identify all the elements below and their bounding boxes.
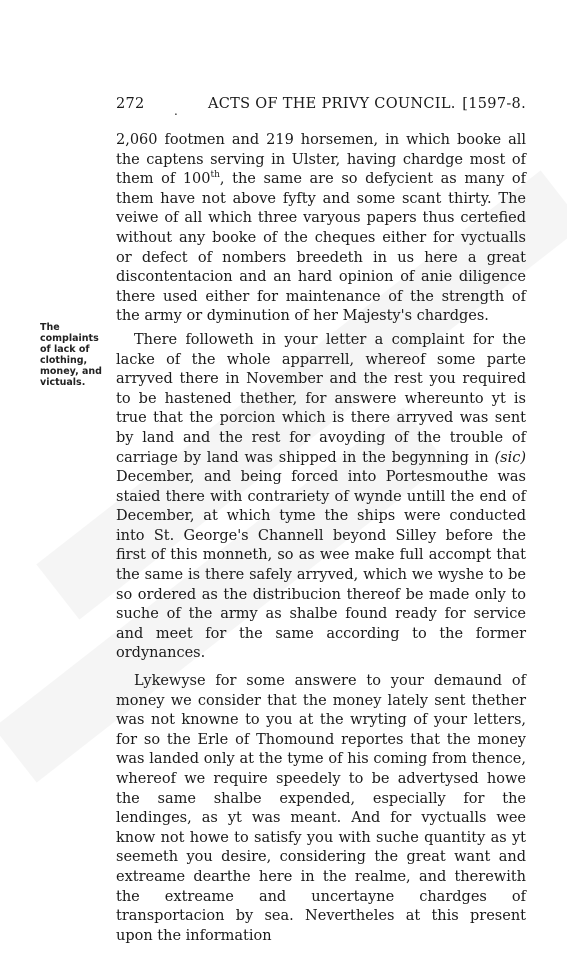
margin-note-line: money, and xyxy=(40,366,102,377)
superscript: th xyxy=(210,170,220,181)
page-number: 272 xyxy=(116,96,145,112)
margin-note-line: complaints xyxy=(40,333,99,344)
body-text xyxy=(116,131,526,946)
margin-note-line: victuals. xyxy=(40,377,86,388)
running-title: ACTS OF THE PRIVY COUNCIL. xyxy=(208,96,456,112)
paragraph-2 xyxy=(116,331,526,664)
margin-note-line: of lack of xyxy=(40,344,90,355)
paragraph-2-text-b: December, and being forced into Portesmouthe was staied there with contrariety of wynde untill the end of December, at which tyme the ships were conducted into St. George's Channell beyond Silley before the first of this monneth, so as wee make full accompt that the same is there safely arryved, which we wyshe to be so ordered as the distribucion thereof be made only to suche of the army as shalbe found ready for service and meet for the same according to the former ordynances. xyxy=(116,469,526,662)
sic-note: (sic) xyxy=(494,449,526,466)
header-dot: . xyxy=(174,104,179,118)
header-year: [1597-8. xyxy=(462,96,526,112)
paragraph-1 xyxy=(116,131,526,327)
paragraph-1-text-b: , the same are so defycient as many of them have not above fyfty and some scant thirty. The veiwe of all which three varyous papers thus certefied without any booke of the cheques either for vyctualls or defect of nombers breedeth in us here a great discontentacion and an hard opinion of anie diligence there used either for maintenance of the strength of the army or dyminution of her Majesty's chardges. xyxy=(116,171,526,325)
paragraph-2-text-a: There followeth in your letter a complaint for the lacke of the whole apparrell, whereof some parte arryved there in November and the rest you required to be hastened thether, for answere whereunto yt is true that the porcion which is there arryved was sent by land and the rest for avoyding of the trouble of carriage by land was shipped in the begynning in xyxy=(116,331,526,466)
margin-note-line: clothing, xyxy=(40,355,88,366)
margin-note-line: The xyxy=(40,322,60,333)
margin-note xyxy=(40,322,110,388)
paragraph-1-text-a: 2,060 footmen and 219 horsemen, in which booke all the captens serving in Ulster, having chardge most of them of 100 xyxy=(116,132,526,188)
running-header xyxy=(116,96,526,116)
paragraph-3: Lykewyse for some answere to your demaund of money we consider that the money lately sent thether was not knowne to you at the wryting of your letters, for so the Erle of Thomound reportes that the money was landed only at the tyme of his coming from thence, whereof we require speedely to be advertysed howe the same shalbe expended, especially for the lendinges, as yt was meant. And for vyctualls wee know not howe to satisfy you with suche quantity as yt seemeth you desire, considering the great want and extreame dearthe here in the realme, and therewith the extreame and uncertayne chardges of transportacion by sea. Nevertheles at this present upon the information xyxy=(116,673,526,944)
